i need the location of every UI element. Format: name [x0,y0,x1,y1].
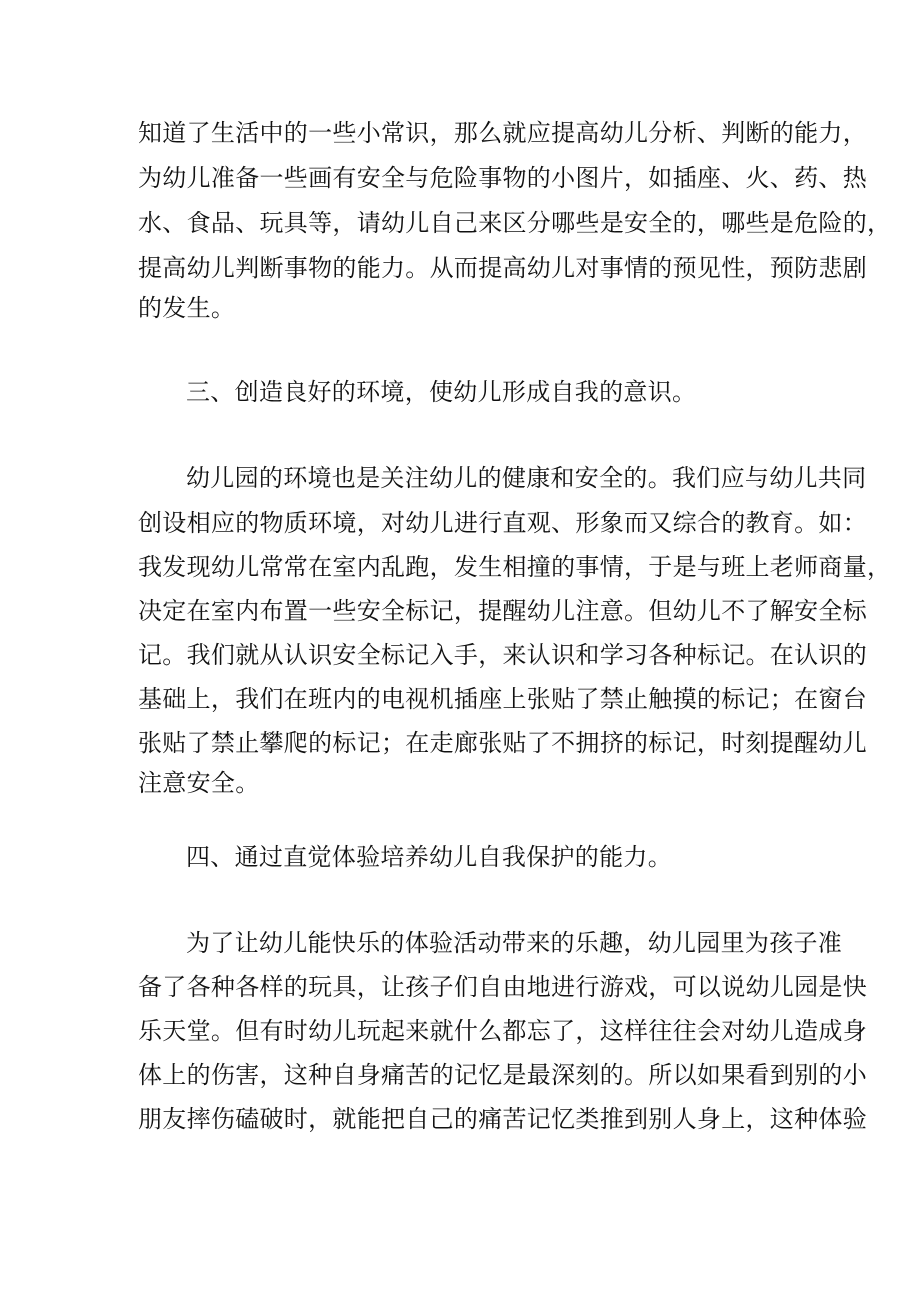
paragraph-line: 我发现幼儿常常在室内乱跑，发生相撞的事情，于是与班上老师商量， [138,553,892,581]
paragraph-line: 张贴了禁止攀爬的标记；在走廊张贴了不拥挤的标记，时刻提醒幼儿 [138,729,867,757]
paragraph-line: 决定在室内布置一些安全标记，提醒幼儿注意。但幼儿不了解安全标 [138,597,867,625]
paragraph-line: 创设相应的物质环境，对幼儿进行直观、形象而又综合的教育。如： [138,509,867,537]
section-heading-4: 四、通过直觉体验培养幼儿自我保护的能力。 [186,843,672,871]
paragraph-line: 知道了生活中的一些小常识，那么就应提高幼儿分析、判断的能力， [138,119,867,147]
paragraph-line: 幼儿园的环境也是关注幼儿的健康和安全的。我们应与幼儿共同 [186,464,867,492]
paragraph-line: 备了各种各样的玩具，让孩子们自由地进行游戏，可以说幼儿园是快 [138,973,867,1001]
paragraph-line: 乐天堂。但有时幼儿玩起来就什么都忘了，这样往往会对幼儿造成身 [138,1017,867,1045]
paragraph-line: 基础上，我们在班内的电视机插座上张贴了禁止触摸的标记；在窗台 [138,685,867,713]
section-heading-3: 三、创造良好的环境，使幼儿形成自我的意识。 [186,378,697,406]
paragraph-line: 朋友摔伤磕破时，就能把自己的痛苦记忆类推到别人身上，这种体验 [138,1105,867,1133]
paragraph-line: 提高幼儿判断事物的能力。从而提高幼儿对事情的预见性，预防悲剧 [138,254,867,282]
paragraph-line: 的发生。 [138,294,236,322]
paragraph-line: 体上的伤害，这种自身痛苦的记忆是最深刻的。所以如果看到别的小 [138,1061,867,1089]
paragraph-line: 水、食品、玩具等，请幼儿自己来区分哪些是安全的，哪些是危险的， [138,209,892,237]
paragraph-line: 注意安全。 [138,769,260,797]
paragraph-line: 为了让幼儿能快乐的体验活动带来的乐趣，幼儿园里为孩子准 [186,929,843,957]
paragraph-line: 为幼儿准备一些画有安全与危险事物的小图片，如插座、火、药、热 [138,164,867,192]
paragraph-line: 记。我们就从认识安全标记入手，来认识和学习各种标记。在认识的 [138,641,867,669]
